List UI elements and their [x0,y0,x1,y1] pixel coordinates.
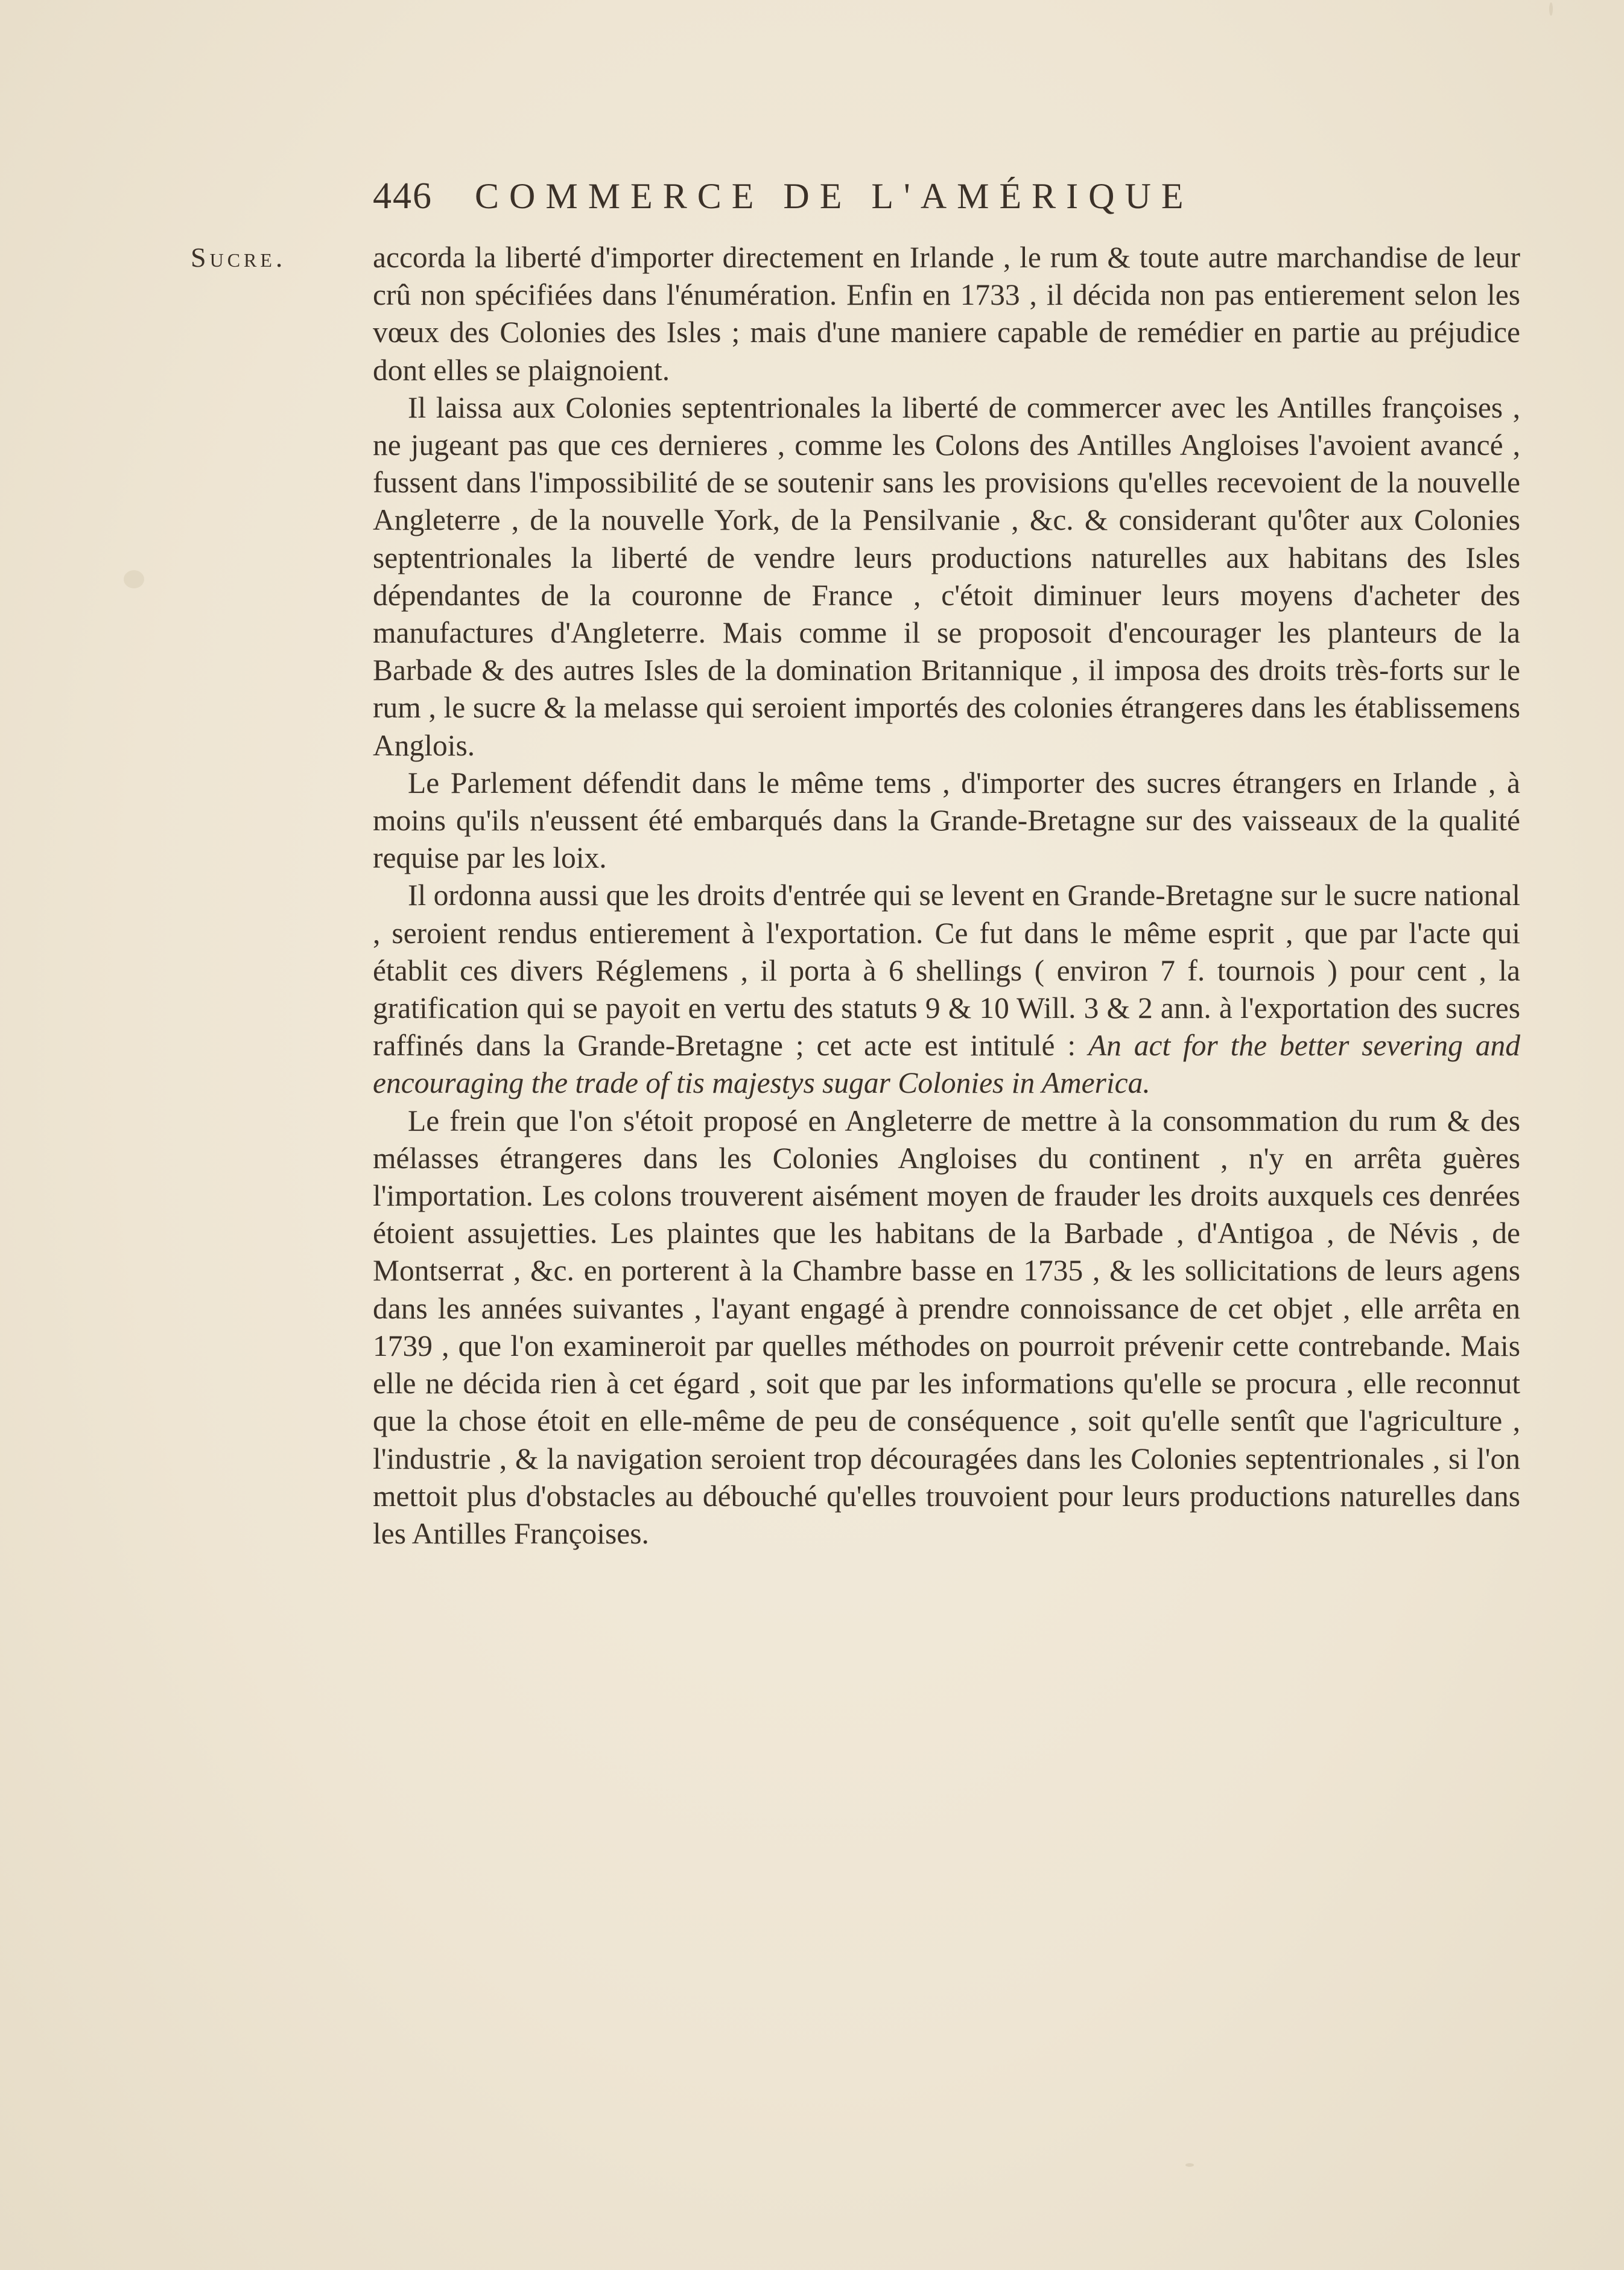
running-title: COMMERCE DE L'AMÉRIQUE [475,176,1194,216]
paragraph: Le frein que l'on s'étoit proposé en Angleterre de mettre à la consommation du rum & des mélasses étrangeres dans les Colonies Angloises du continent , n'y en arrêta guères l'importation. Les colons trouverent aisément moyen de frauder les droits auxquels ces denrées étoient assujetties. Les plaintes que les habitans de la Barbade , d'Antigoa , de Névis , de Montserrat , &c. en porterent à la Chambre basse en 1735 , & les sollicitations de leurs agens dans les années suivantes , l'ayant engagé à prendre connoissance de cet objet , elle arrêta en 1739 , que l'on examineroit par quelles méthodes on pourroit prévenir cette contrebande. Mais elle ne décida rien à cet égard , soit que par les informations qu'elle se procura , elle reconnut que la chose étoit en elle-même de peu de conséquence , soit qu'elle sentît que l'agriculture , l'industrie , & la navigation seroient trop découragées dans les Colonies septentrionales , si l'on mettoit plus d'obstacles au débouché qu'elles trouvoient pour leurs productions naturelles dans les Antilles Françoises. [373,1104,1520,1550]
paper-mark [1185,2163,1194,2167]
page-number: 446 [373,175,433,217]
act-title: An act for the better severing and encouraging the trade of tis majestys sugar Colonies in America. [373,1029,1521,1100]
page-header [373,172,1374,220]
margin-note: Sucre. [191,242,287,273]
paper-stain [124,570,144,588]
body-text [373,239,1520,1553]
paragraph: accorda la liberté d'importer directement en Irlande , le rum & toute autre marchandise de leur crû non spécifiées dans l'énumération. Enfin en 1733 , il décida non pas entierement selon les vœux des Colonies des Isles ; mais d'une maniere capable de remédier en partie au préjudice dont elles se plaignoient. [373,241,1520,387]
paragraph: Le Parlement défendit dans le même tems , d'importer des sucres étrangers en Irlande , à moins qu'ils n'eussent été embarqués dans la Grande-Bretagne sur des vaisseaux de la qualité requise par les loix. [373,766,1520,875]
paper-mark [1549,2,1553,16]
paragraph [373,877,1520,1102]
paragraph: Il laissa aux Colonies septentrionales la liberté de commercer avec les Antilles françoises , ne jugeant pas que ces dernieres , comme les Colons des Antilles Angloises l'avoient avancé , fussent dans l'impossibilité de se soutenir sans les provisions qu'elles recevoient de la nouvelle Angleterre , de la nouvelle York, de la Pensilvanie , &c. & considerant qu'ôter aux Colonies septentrionales la liberté de vendre leurs productions naturelles aux habitans des Isles dépendantes de la couronne de France , c'étoit diminuer leurs moyens d'acheter des manufactures d'Angleterre. Mais comme il se proposoit d'encourager les planteurs de la Barbade & des autres Isles de la domination Britannique , il imposa des droits très-forts sur le rum , le sucre & la melasse qui seroient importés des colonies étrangeres dans les établissemens Anglois. [373,390,1520,762]
paragraph-text: Il ordonna aussi que les droits d'entrée qui se levent en Grande-Bretagne sur le sucre national , seroient rendus entierement à l'exportation. Ce fut dans le même esprit , que par l'acte qui établit ces divers Réglemens , il porta à 6 shellings ( environ 7 f. tournois ) pour cent , la gratification qui se payoit en vertu des statuts 9 & 10 Will. 3 & 2 ann. à l'exportation des sucres raffinés dans la Grande-Bretagne ; cet acte est intitulé : [373,879,1520,1063]
